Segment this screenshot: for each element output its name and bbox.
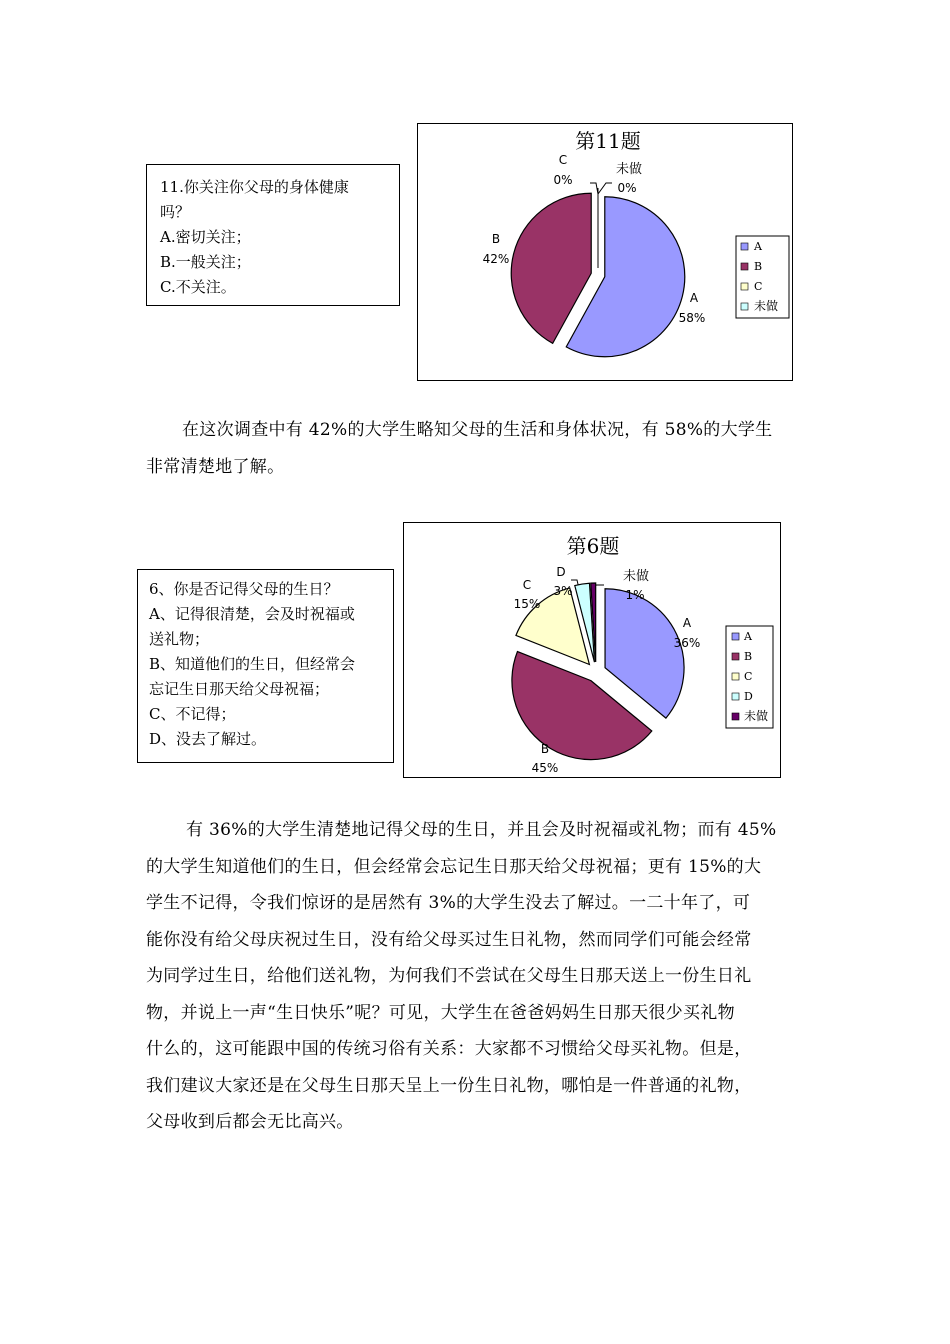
slice-label-a-pct: 58% (678, 311, 706, 325)
paragraph-line: 在这次调查中有 42%的大学生略知父母的生活和身体状况，有 58%的大学生 (182, 420, 773, 440)
slice-label-d-cat: D (556, 565, 566, 579)
legend (736, 236, 789, 318)
legend (726, 626, 773, 728)
question-6-line: 送礼物； (149, 630, 210, 648)
slice-label-weizuo-pct: 1% (625, 588, 645, 602)
question-11-line: A.密切关注； (160, 228, 251, 246)
legend-label-d: D (744, 690, 753, 703)
legend-label-a: A (754, 240, 762, 253)
question-11-line: 11.你关注你父母的身体健康 (160, 178, 349, 196)
legend-swatch-a (732, 633, 739, 640)
callout-lines (590, 183, 612, 194)
legend-swatch-d (732, 693, 739, 700)
legend-swatch-c (741, 283, 748, 290)
slice-label-b-pct: 42% (482, 252, 510, 266)
paragraph-line: 为同学过生日，给他们送礼物，为何我们不尝试在父母生日那天送上一份生日礼 (146, 966, 752, 986)
chart-q6 (403, 522, 781, 778)
slice-label-c-pct: 0% (553, 173, 573, 187)
pie-q11 (511, 188, 685, 357)
slice-label-c-cat: C (522, 578, 532, 592)
paragraph-line: 的大学生知道他们的生日，但会经常会忘记生日那天给父母祝福；更有 15%的大 (146, 856, 762, 877)
slice-label-b-cat: B (540, 742, 550, 756)
callout-line-weizuo (598, 183, 612, 194)
slice-label-weizuo-cat: 未做 (615, 162, 643, 177)
legend-label-weizuo: 未做 (754, 299, 779, 313)
callout-line-c (590, 183, 598, 194)
question-11-line: 吗？ (160, 203, 191, 221)
chart-q6-svg (404, 523, 782, 779)
paragraph-line: 能你没有给父母庆祝过生日，没有给父母买过生日礼物，然而同学们可能会经常 (146, 929, 752, 950)
legend-swatch-weizuo (741, 303, 748, 310)
legend-swatch-c (732, 673, 739, 680)
pie-slice-a (605, 589, 684, 718)
slice-label-weizuo-pct: 0% (617, 181, 637, 195)
legend-swatch-b (741, 263, 748, 270)
question-11-line: B.一般关注； (160, 253, 251, 271)
legend-label-weizuo: 未做 (744, 709, 769, 723)
legend-label-a: A (744, 630, 752, 643)
slice-label-c-cat: C (558, 153, 568, 167)
chart-title: 第6题 (566, 534, 620, 558)
legend-swatch-b (732, 653, 739, 660)
slice-label-d-pct: 3% (553, 584, 573, 598)
paragraph-line: 什么的，这可能跟中国的传统习俗有关系：大家都不习惯给父母买礼物。但是， (146, 1039, 752, 1059)
slice-label-a-cat: A (682, 616, 692, 630)
question-6-line: 6、你是否记得父母的生日？ (149, 580, 339, 598)
paragraph-line: 学生不记得，令我们惊讶的是居然有 3%的大学生没去了解过。一二十年了，可 (146, 893, 751, 913)
paragraph-line: 物，并说上一声“生日快乐”呢？可见，大学生在爸爸妈妈生日那天很少买礼物 (146, 1002, 735, 1023)
slice-label-a-pct: 36% (673, 636, 701, 650)
slice-label-c-pct: 15% (513, 597, 541, 611)
slice-label-a-cat: A (689, 291, 699, 305)
question-6-line: C、不记得； (149, 705, 236, 723)
legend-swatch-a (741, 243, 748, 250)
legend-label-c: C (754, 280, 763, 293)
legend-swatch-weizuo (732, 713, 739, 720)
legend-label-c: C (744, 670, 753, 683)
question-11-line: C.不关注。 (160, 278, 236, 296)
slice-label-weizuo-cat: 未做 (622, 569, 650, 584)
chart-q11 (417, 123, 793, 381)
paragraph-line: 我们建议大家还是在父母生日那天呈上一份生日礼物，哪怕是一件普通的礼物， (146, 1075, 752, 1096)
question-6-line: B、知道他们的生日，但经常会 (149, 655, 356, 673)
legend-label-b: B (754, 260, 763, 273)
paragraph-2 (146, 812, 826, 1141)
question-11-box (146, 164, 400, 306)
paragraph-line: 父母收到后都会无比高兴。 (146, 1112, 354, 1132)
chart-q11-svg (418, 124, 794, 382)
slice-label-b-pct: 45% (531, 761, 559, 775)
paragraph-line: 有 36%的大学生清楚地记得父母的生日，并且会及时祝福或礼物；而有 45% (186, 820, 777, 840)
pie-slice-b (511, 193, 591, 343)
slice-label-b-cat: B (491, 232, 501, 246)
chart-title: 第11题 (575, 129, 641, 153)
question-6-line: A、记得很清楚，会及时祝福或 (149, 605, 355, 623)
paragraph-1 (146, 412, 826, 485)
paragraph-line: 非常清楚地了解。 (146, 456, 285, 477)
legend-label-b: B (744, 650, 753, 663)
question-6-box (137, 569, 394, 763)
question-6-line: 忘记生日那天给父母祝福； (149, 680, 330, 698)
question-6-line: D、没去了解过。 (149, 730, 267, 748)
